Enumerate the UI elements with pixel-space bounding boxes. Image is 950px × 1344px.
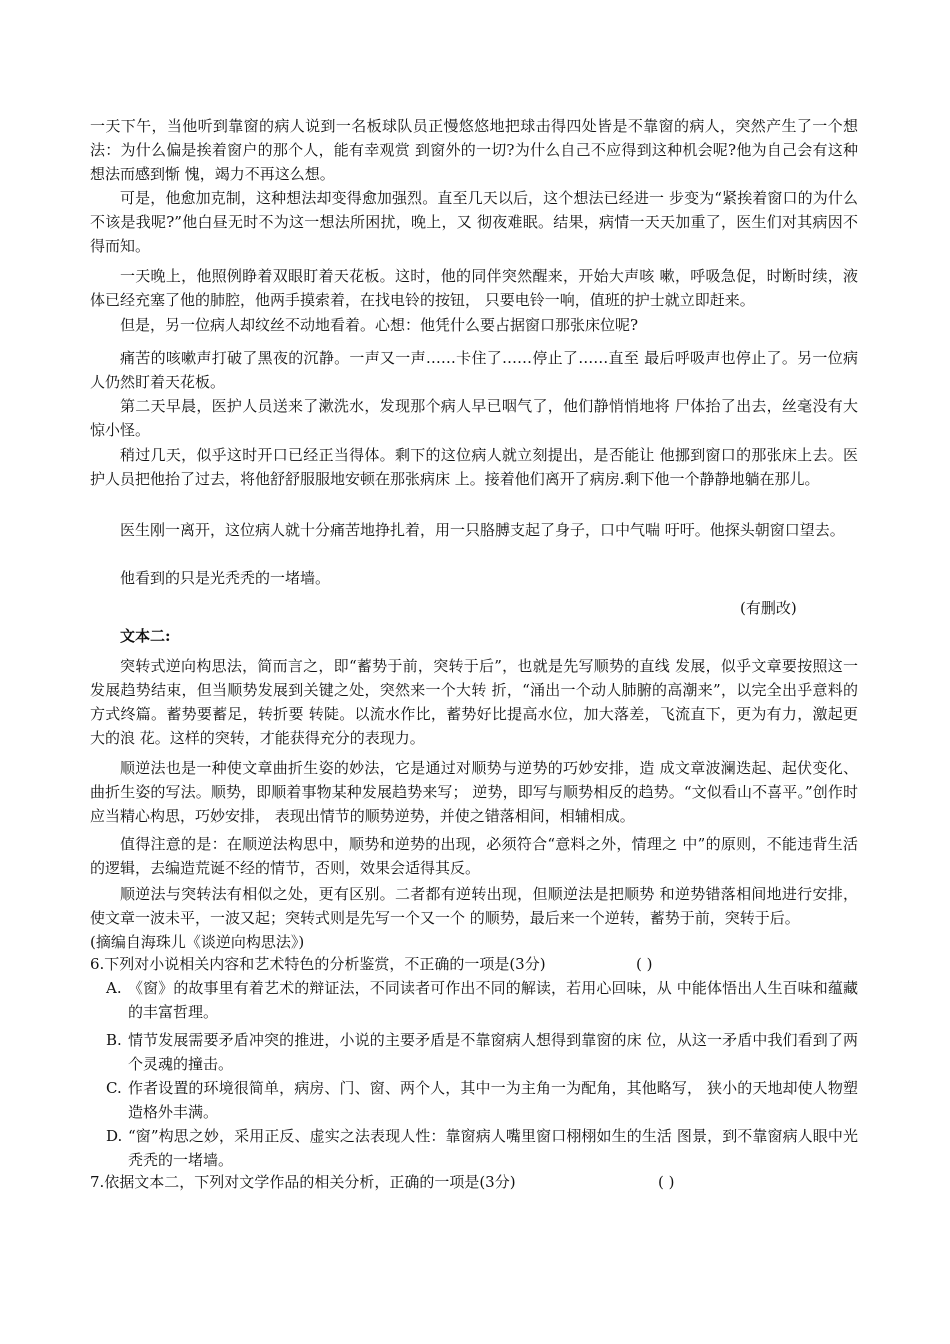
option-label: A. xyxy=(106,979,122,997)
text-one-paragraph-1: 一天下午，当他听到靠窗的病人说到一名板球队员正慢悠悠地把球击得四处皆是不靠窗的病人，突然产生了一个想法：为什么偏是挨着窗户的那个人，能有幸观赏 到窗外的一切?为什么自己不应得到这种机会呢?他为自己会有这种想法而感到惭 愧，竭力不再这么想。 xyxy=(90,117,858,183)
text-two-paragraph-1: 突转式逆向构思法，简而言之，即“蓄势于前，突转于后”，也就是先写顺势的直线 发展，似乎文章要按照这一发展趋势结束，但当顺势发展到关键之处，突然来一个大转 折，“涌出一个动人肺腑的高潮来”，以完全出乎意料的方式终篇。蓄势要蓄足，转折要 转陡。以流水作比，蓄势好比提高水位，加大落差，飞流直下，更为有力，激起更大的浪 花。这样的突转，才能获得充分的表现力。 xyxy=(90,657,858,747)
question-6-stem: 6.下列对小说相关内容和艺术特色的分析鉴赏，不正确的一项是(3分) xyxy=(90,955,546,973)
text-two-paragraph-2: 顺逆法也是一种使文章曲折生姿的妙法，它是通过对顺势与逆势的巧妙安排，造 成文章波澜迭起、起伏变化、曲折生姿的写法。顺势，即顺着事物某种发展趋势来写； 逆势，即写与顺势相反的趋势。“文似看山不喜平。”创作时应当精心构思，巧妙安排， 表现出情节的顺势逆势，并使之错落相间，相辅相成。 xyxy=(90,759,858,825)
question-7 xyxy=(90,1170,858,1194)
text-one-paragraph-3: 一天晚上，他照例睁着双眼盯着天花板。这时，他的同伴突然醒来，开始大声咳 嗽，呼吸急促，时断时续，液体已经充塞了他的肺腔，他两手摸索着，在找电铃的按钮， 只要电铃一响，值班的护士就立即赶来。 xyxy=(90,267,858,309)
text-one-paragraph-8: 医生刚一离开，这位病人就十分痛苦地挣扎着，用一只胳膊支起了身子，口中气喘 吁吁。他探头朝窗口望去。 xyxy=(120,521,845,539)
option-text: “窗”构思之妙，采用正反、虚实之法表现人性：靠窗病人嘴里窗口栩栩如生的生活 图景，到不靠窗病人眼中光秃秃的一堵墙。 xyxy=(128,1127,858,1169)
text-one-paragraph-7: 稍过几天，似乎这时开口已经正当得体。剩下的这位病人就立刻提出，是否能让 他挪到窗口的那张床上去。医护人员把他抬了过去，将他舒舒服服地安顿在那张病床 上。接着他们离开了病房.剩下他一个静静地躺在那儿。 xyxy=(90,446,858,488)
question-6-option-c xyxy=(106,1076,858,1124)
question-7-answer-blank: ( ) xyxy=(658,1173,675,1191)
question-6-option-b xyxy=(106,1028,858,1076)
text-one-paragraph-2: 可是，他愈加克制，这种想法却变得愈加强烈。直至几天以后，这个想法已经进一 步变为“紧挨着窗口的为什么不该是我呢?”他白昼无时不为这一想法所困扰，晚上，又 彻夜难眠。结果，病情一天天加重了，医生们对其病因不得而知。 xyxy=(90,189,858,255)
question-6 xyxy=(90,952,858,976)
text-one-paragraph-5: 痛苦的咳嗽声打破了黑夜的沉静。一声又一声……卡住了……停止了……直至 最后呼吸声也停止了。另一位病人仍然盯着天花板。 xyxy=(90,349,858,391)
option-text: 作者设置的环境很简单，病房、门、窗、两个人，其中一为主角一为配角，其他略写， 狭小的天地却使人物塑造格外丰满。 xyxy=(128,1079,858,1121)
option-label: D. xyxy=(106,1127,123,1145)
text-two-paragraph-4: 顺逆法与突转法有相似之处，更有区别。二者都有逆转出现，但顺逆法是把顺势 和逆势错落相间地进行安排，使文章一波未平，一波又起；突转式则是先写一个又一个 的顺势，最后来一个逆转，蓄势于前，突转于后。 xyxy=(90,885,858,927)
edit-note: (有删改) xyxy=(740,599,797,617)
text-one-paragraph-9: 他看到的只是光秃秃的一堵墙。 xyxy=(120,569,331,587)
option-label: C. xyxy=(106,1079,122,1097)
text-two-source: (摘编自海珠儿《谈逆向构思法》) xyxy=(90,933,305,951)
question-6-option-d xyxy=(106,1124,858,1172)
text-one-paragraph-4: 但是，另一位病人却纹丝不动地看着。心想：他凭什么要占据窗口那张床位呢? xyxy=(120,316,639,334)
text-two-heading: 文本二: xyxy=(120,627,171,645)
text-two-paragraph-3: 值得注意的是：在顺逆法构思中，顺势和逆势的出现，必须符合“意料之外，情理之 中”的原则，不能违背生活的逻辑，去编造荒诞不经的情节，否则，效果会适得其反。 xyxy=(90,835,858,877)
question-7-stem: 7.依据文本二，下列对文学作品的相关分析，正确的一项是(3分) xyxy=(90,1173,516,1191)
option-text: 情节发展需要矛盾冲突的推进，小说的主要矛盾是不靠窗病人想得到靠窗的床 位，从这一矛盾中我们看到了两个灵魂的撞击。 xyxy=(128,1031,858,1073)
question-6-option-a xyxy=(106,976,858,1024)
question-6-answer-blank: ( ) xyxy=(636,955,653,973)
option-text: 《窗》的故事里有着艺术的辩证法，不同读者可作出不同的解读，若用心回味，从 中能体悟出人生百味和蕴藏的丰富哲理。 xyxy=(128,979,858,1021)
option-label: B. xyxy=(106,1031,122,1049)
text-one-paragraph-6: 第二天早晨，医护人员送来了漱洗水，发现那个病人早已咽气了，他们静悄悄地将 尸体抬了出去，丝毫没有大惊小怪。 xyxy=(90,397,858,439)
